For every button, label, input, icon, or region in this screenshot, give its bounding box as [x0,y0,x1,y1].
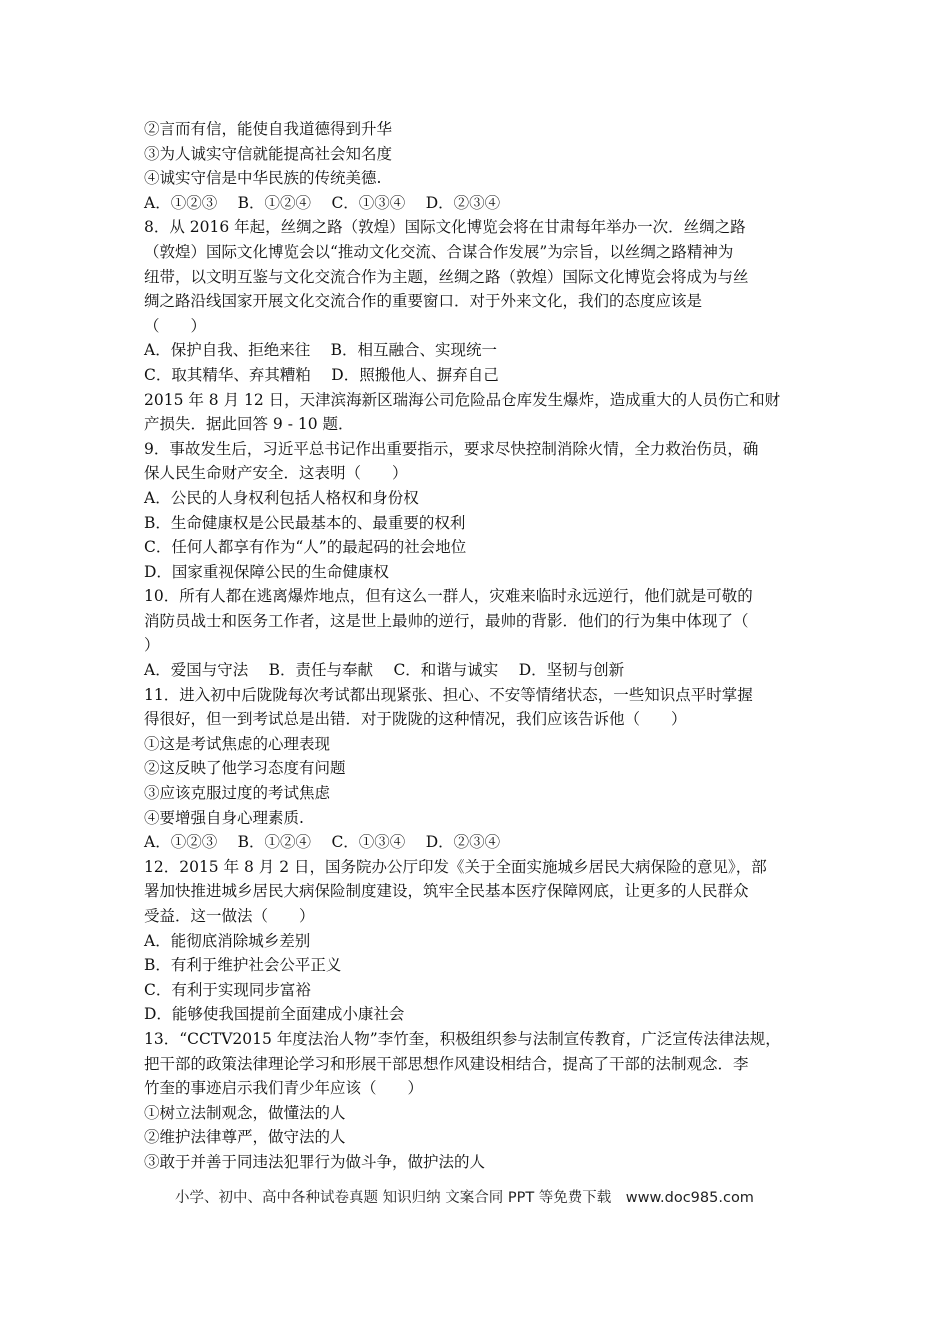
statement-3: ③敢于并善于同违法犯罪行为做斗争，做护法的人 [144,1152,486,1171]
answer-options: A．①②③ B．①②④ C．①③④ D．②③④ [144,833,501,852]
answer-option-a: A．公民的人身权利包括人格权和身份权 [144,488,419,507]
answer-option-d: D．能够使我国提前全面建成小康社会 [144,1005,405,1024]
answer-options: C．取其精华、弃其糟粕 D．照搬他人、摒弃自己 [144,365,499,384]
text-line: ②言而有信，能使自我道德得到升华 [144,120,393,138]
answer-option-a: A．能彻底消除城乡差别 [144,931,311,950]
page-body [144,117,814,1175]
statement-2: ②这反映了他学习态度有问题 [144,759,346,778]
question-9: 9．事故发生后，习近平总书记作出重要指示，要求尽快控制消除火情，全力救治伤员，确 [144,439,759,458]
answer-options: A．爱国与守法 B．责任与奉献 C．和谐与诚实 D．坚韧与创新 [144,661,625,680]
text-line: （敦煌）国际文化博览会以“推动文化交流、合谋合作发展”为宗旨，以丝绸之路精神为 [144,242,734,261]
question-12: 12．2015 年 8 月 2 日，国务院办公厅印发《关于全面实施城乡居民大病保险的意见》，部 [144,857,767,876]
statement-2: ②维护法律尊严，做守法的人 [144,1128,346,1147]
statement-1: ①树立法制观念，做懂法的人 [144,1103,346,1122]
text-line: ） [144,636,160,655]
text-line: 得很好，但一到考试总是出错．对于陇陇的这种情况，我们应该告诉他（ ） [144,710,687,729]
question-13: 13．“CCTV2015 年度法治人物”李竹奎，积极组织参与法制宣传教育，广泛宣传法律法规， [144,1029,781,1048]
answer-option-c: C．任何人都享有作为“人”的最起码的社会地位 [144,538,467,557]
text-line: 纽带，以文明互鉴与文化交流合作为主题，丝绸之路（敦煌）国际文化博览会将成为与丝 [144,267,749,286]
passage-intro: 2015 年 8 月 12 日，天津滨海新区瑞海公司危险品仓库发生爆炸，造成重大的人员伤亡和财 [144,390,781,409]
answer-option-d: D．国家重视保障公民的生命健康权 [144,562,389,581]
answer-option-b: B．有利于维护社会公平正义 [144,956,342,975]
answer-option-c: C．有利于实现同步富裕 [144,980,311,999]
statement-1: ①这是考试焦虑的心理表现 [144,734,331,753]
text-line: ③为人诚实守信就能提高社会知名度 [144,144,393,163]
answer-options: A．保护自我、拒绝来往 B．相互融合、实现统一 [144,341,498,360]
text-line: 消防员战士和医务工作者，这是世上最帅的逆行，最帅的背影．他们的行为集中体现了（ [144,611,749,630]
text-line: 绸之路沿线国家开展文化交流合作的重要窗口．对于外来文化，我们的态度应该是 [144,292,703,311]
text-line: 把干部的政策法律理论学习和形展干部思想作风建设相结合，提高了干部的法制观念．李 [144,1054,749,1073]
text-line: ④诚实守信是中华民族的传统美德. [144,169,382,188]
question-11: 11．进入初中后陇陇每次考试都出现紧张、担心、不安等情绪状态，一些知识点平时掌握 [144,685,753,704]
statement-4: ④要增强自身心理素质. [144,808,304,827]
text-line: 受益．这一做法（ ） [144,907,315,925]
text-line: 保人民生命财产安全．这表明（ ） [144,464,408,483]
answer-blank: （ ） [144,316,207,335]
text-line: 署加快推进城乡居民大病保险制度建设，筑牢全民基本医疗保障网底，让更多的人民群众 [144,882,749,901]
text-line: 产损失．据此回答 9 - 10 题． [144,415,354,434]
question-8: 8．从 2016 年起，丝绸之路（敦煌）国际文化博览会将在甘肃每年举办一次．丝绸之路 [144,218,746,237]
text-line: 竹奎的事迹启示我们青少年应该（ ） [144,1079,424,1098]
answer-options: A．①②③ B．①②④ C．①③④ D．②③④ [144,193,501,212]
question-10: 10．所有人都在逃离爆炸地点，但有这么一群人，灾难来临时永远逆行，他们就是可敬的 [144,587,753,606]
statement-3: ③应该克服过度的考试焦虑 [144,784,331,803]
answer-option-b: B．生命健康权是公民最基本的、最重要的权利 [144,513,466,532]
page-footer: 小学、初中、高中各种试卷真题 知识归纳 文案合同 PPT 等免费下载 www.doc985.com [175,1190,754,1206]
